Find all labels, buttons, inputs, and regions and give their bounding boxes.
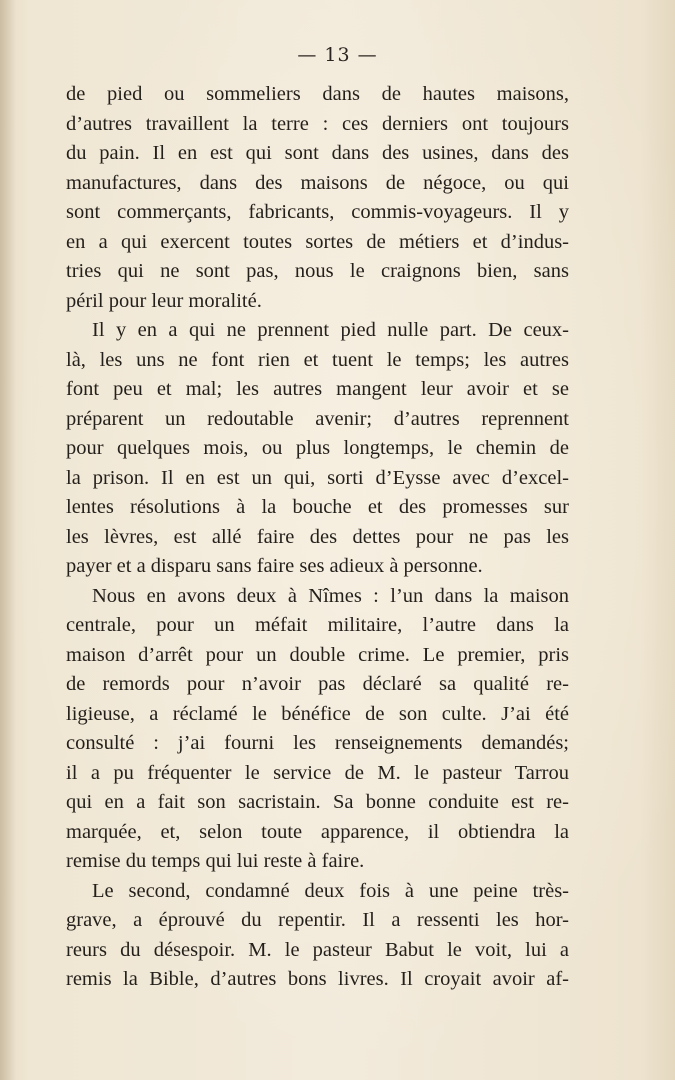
text-line: en a qui exercent toutes sortes de métiers et d’indus- bbox=[66, 230, 569, 253]
text-line: maison d’arrêt pour un double crime. Le premier, pris bbox=[66, 643, 569, 666]
text-line: centrale, pour un méfait militaire, l’autre dans la bbox=[66, 614, 569, 636]
text-line: consulté : j’ai fourni les renseignements demandés; bbox=[66, 732, 569, 754]
text-line: péril pour leur moralité. bbox=[66, 289, 262, 312]
text-line: d’autres travaillent la terre : ces derniers ont toujours bbox=[66, 112, 569, 135]
page-number: — 13 — bbox=[297, 44, 378, 66]
text-line: payer et a disparu sans faire ses adieux à personne. bbox=[66, 555, 483, 577]
text-line: font peu et mal; les autres mangent leur avoir et se bbox=[66, 378, 569, 400]
text-line: de remords pour n’avoir pas déclaré sa qualité re- bbox=[66, 673, 569, 695]
text-line: là, les uns ne font rien et tuent le temps; les autres bbox=[66, 348, 569, 371]
text-line: lentes résolutions à la bouche et des promesses sur bbox=[66, 496, 569, 518]
text-line: préparent un redoutable avenir; d’autres reprennent bbox=[66, 407, 569, 430]
text-line: pour quelques mois, ou plus longtemps, le chemin de bbox=[66, 437, 569, 459]
text-line: qui en a fait son sacristain. Sa bonne conduite est re- bbox=[66, 791, 569, 813]
text-line: reurs du désespoir. M. le pasteur Babut le voit, lui a bbox=[66, 938, 569, 961]
text-line: de pied ou sommeliers dans de hautes maisons, bbox=[66, 83, 569, 105]
text-line: ligieuse, a réclamé le bénéfice de son culte. J’ai été bbox=[66, 702, 569, 725]
binding-shadow bbox=[0, 0, 16, 1080]
text-line: il a pu fréquenter le service de M. le pasteur Tarrou bbox=[66, 761, 569, 784]
text-line: remise du temps qui lui reste à faire. bbox=[66, 850, 365, 872]
text-line: Il y en a qui ne prennent pied nulle part. De ceux- bbox=[92, 319, 569, 341]
text-line: sont commerçants, fabricants, commis-voyageurs. Il y bbox=[66, 201, 569, 223]
text-line: tries qui ne sont pas, nous le craignons bien, sans bbox=[66, 260, 569, 282]
text-line: la prison. Il en est un qui, sorti d’Eysse avec d’excel- bbox=[66, 466, 569, 489]
text-line: Nous en avons deux à Nîmes : l’un dans la maison bbox=[92, 584, 569, 607]
text-line: manufactures, dans des maisons de négoce, ou qui bbox=[66, 171, 569, 194]
text-line: remis la Bible, d’autres bons livres. Il croyait avoir af- bbox=[66, 968, 569, 990]
text-line: marquée, et, selon toute apparence, il obtiendra la bbox=[66, 820, 569, 843]
text-line: Le second, condamné deux fois à une peine très- bbox=[92, 879, 569, 902]
body-text bbox=[66, 80, 569, 995]
text-line: les lèvres, est allé faire des dettes pour ne pas les bbox=[66, 525, 569, 548]
text-line: grave, a éprouvé du repentir. Il a ressenti les hor- bbox=[66, 909, 569, 931]
text-line: du pain. Il en est qui sont dans des usines, dans des bbox=[66, 142, 569, 164]
